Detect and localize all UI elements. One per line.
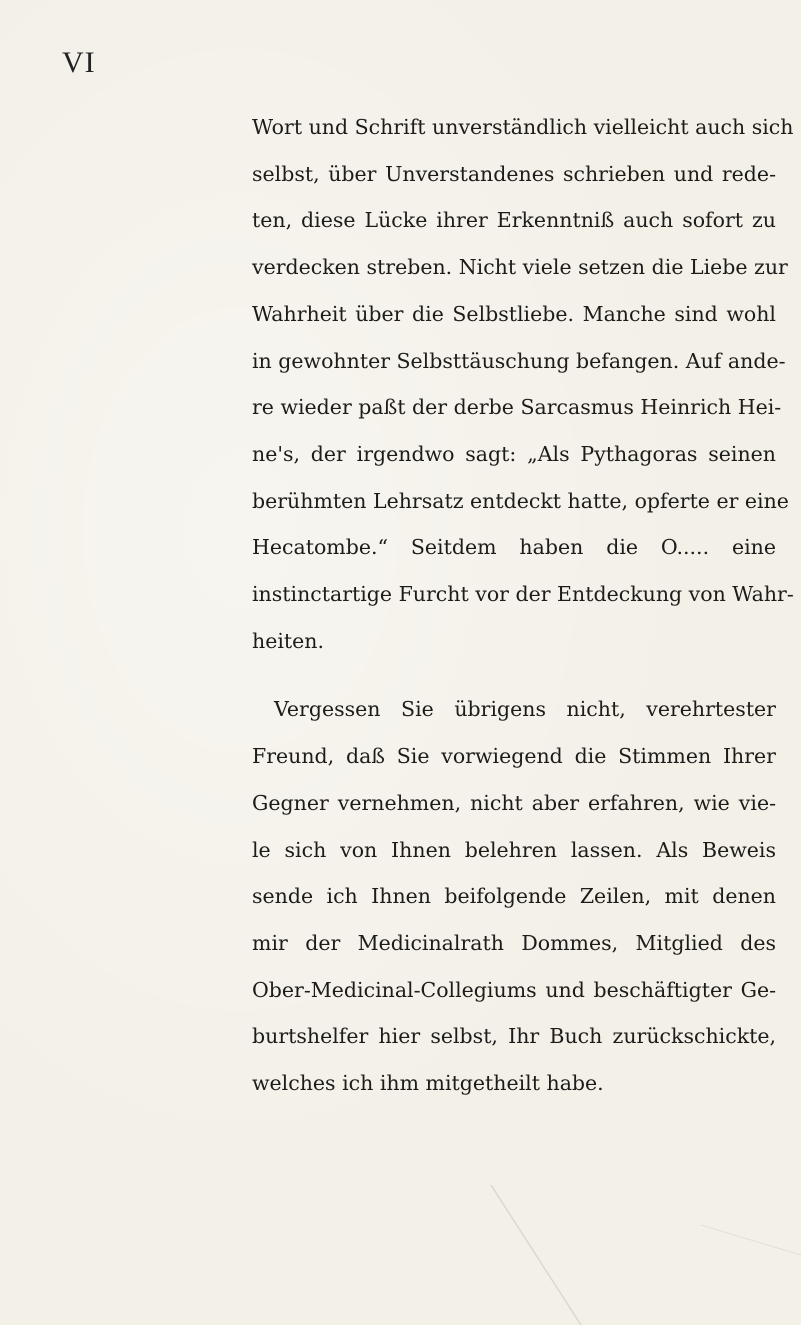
text-line: burtshelfer hier selbst, Ihr Buch zurückschickte, <box>252 1024 776 1049</box>
text-line: mir der Medicinalrath Dommes, Mitglied des <box>252 930 776 955</box>
page-number: VI <box>62 46 96 79</box>
text-line: verdecken streben. Nicht viele setzen die Liebe zur <box>252 255 788 280</box>
text-line: Gegner vernehmen, nicht aber erfahren, wie vie- <box>252 790 776 815</box>
paragraph-gap <box>252 664 776 686</box>
text-line: ne's, der irgendwo sagt: „Als Pythagoras seinen <box>252 441 776 466</box>
page-fold-mark <box>471 1185 801 1325</box>
text-line: selbst, über Unverstandenes schrieben und rede- <box>252 161 776 186</box>
text-line: Wahrheit über die Selbstliebe. Manche sind wohl <box>252 301 776 326</box>
text-line: Vergessen Sie übrigens nicht, verehrtester <box>274 697 776 722</box>
text-line: ten, diese Lücke ihrer Erkenntniß auch sofort zu <box>252 208 776 233</box>
text-line: Ober-Medicinal-Collegiums und beschäftigter Ge- <box>252 977 776 1002</box>
text-line: Wort und Schrift unverständlich vielleicht auch sich <box>252 115 794 139</box>
text-line: welches ich ihm mitgetheilt habe. <box>252 1071 604 1096</box>
text-line: Freund, daß Sie vorwiegend die Stimmen Ihrer <box>252 744 776 769</box>
text-line: sende ich Ihnen beifolgende Zeilen, mit denen <box>252 884 776 909</box>
text-line: berühmten Lehrsatz entdeckt hatte, opferte er eine <box>252 488 789 513</box>
text-line: re wieder paßt der derbe Sarcasmus Heinrich Hei- <box>252 395 782 420</box>
text-line: heiten. <box>252 628 324 653</box>
text-line: Hecatombe.“ Seitdem haben die O..... eine <box>252 535 776 560</box>
text-line: in gewohnter Selbsttäuschung befangen. Auf ande- <box>252 348 786 373</box>
text-line: le sich von Ihnen belehren lassen. Als Beweis <box>252 837 776 862</box>
text-line: instinctartige Furcht vor der Entdeckung von Wahr- <box>252 582 794 607</box>
body-text <box>252 104 794 1107</box>
